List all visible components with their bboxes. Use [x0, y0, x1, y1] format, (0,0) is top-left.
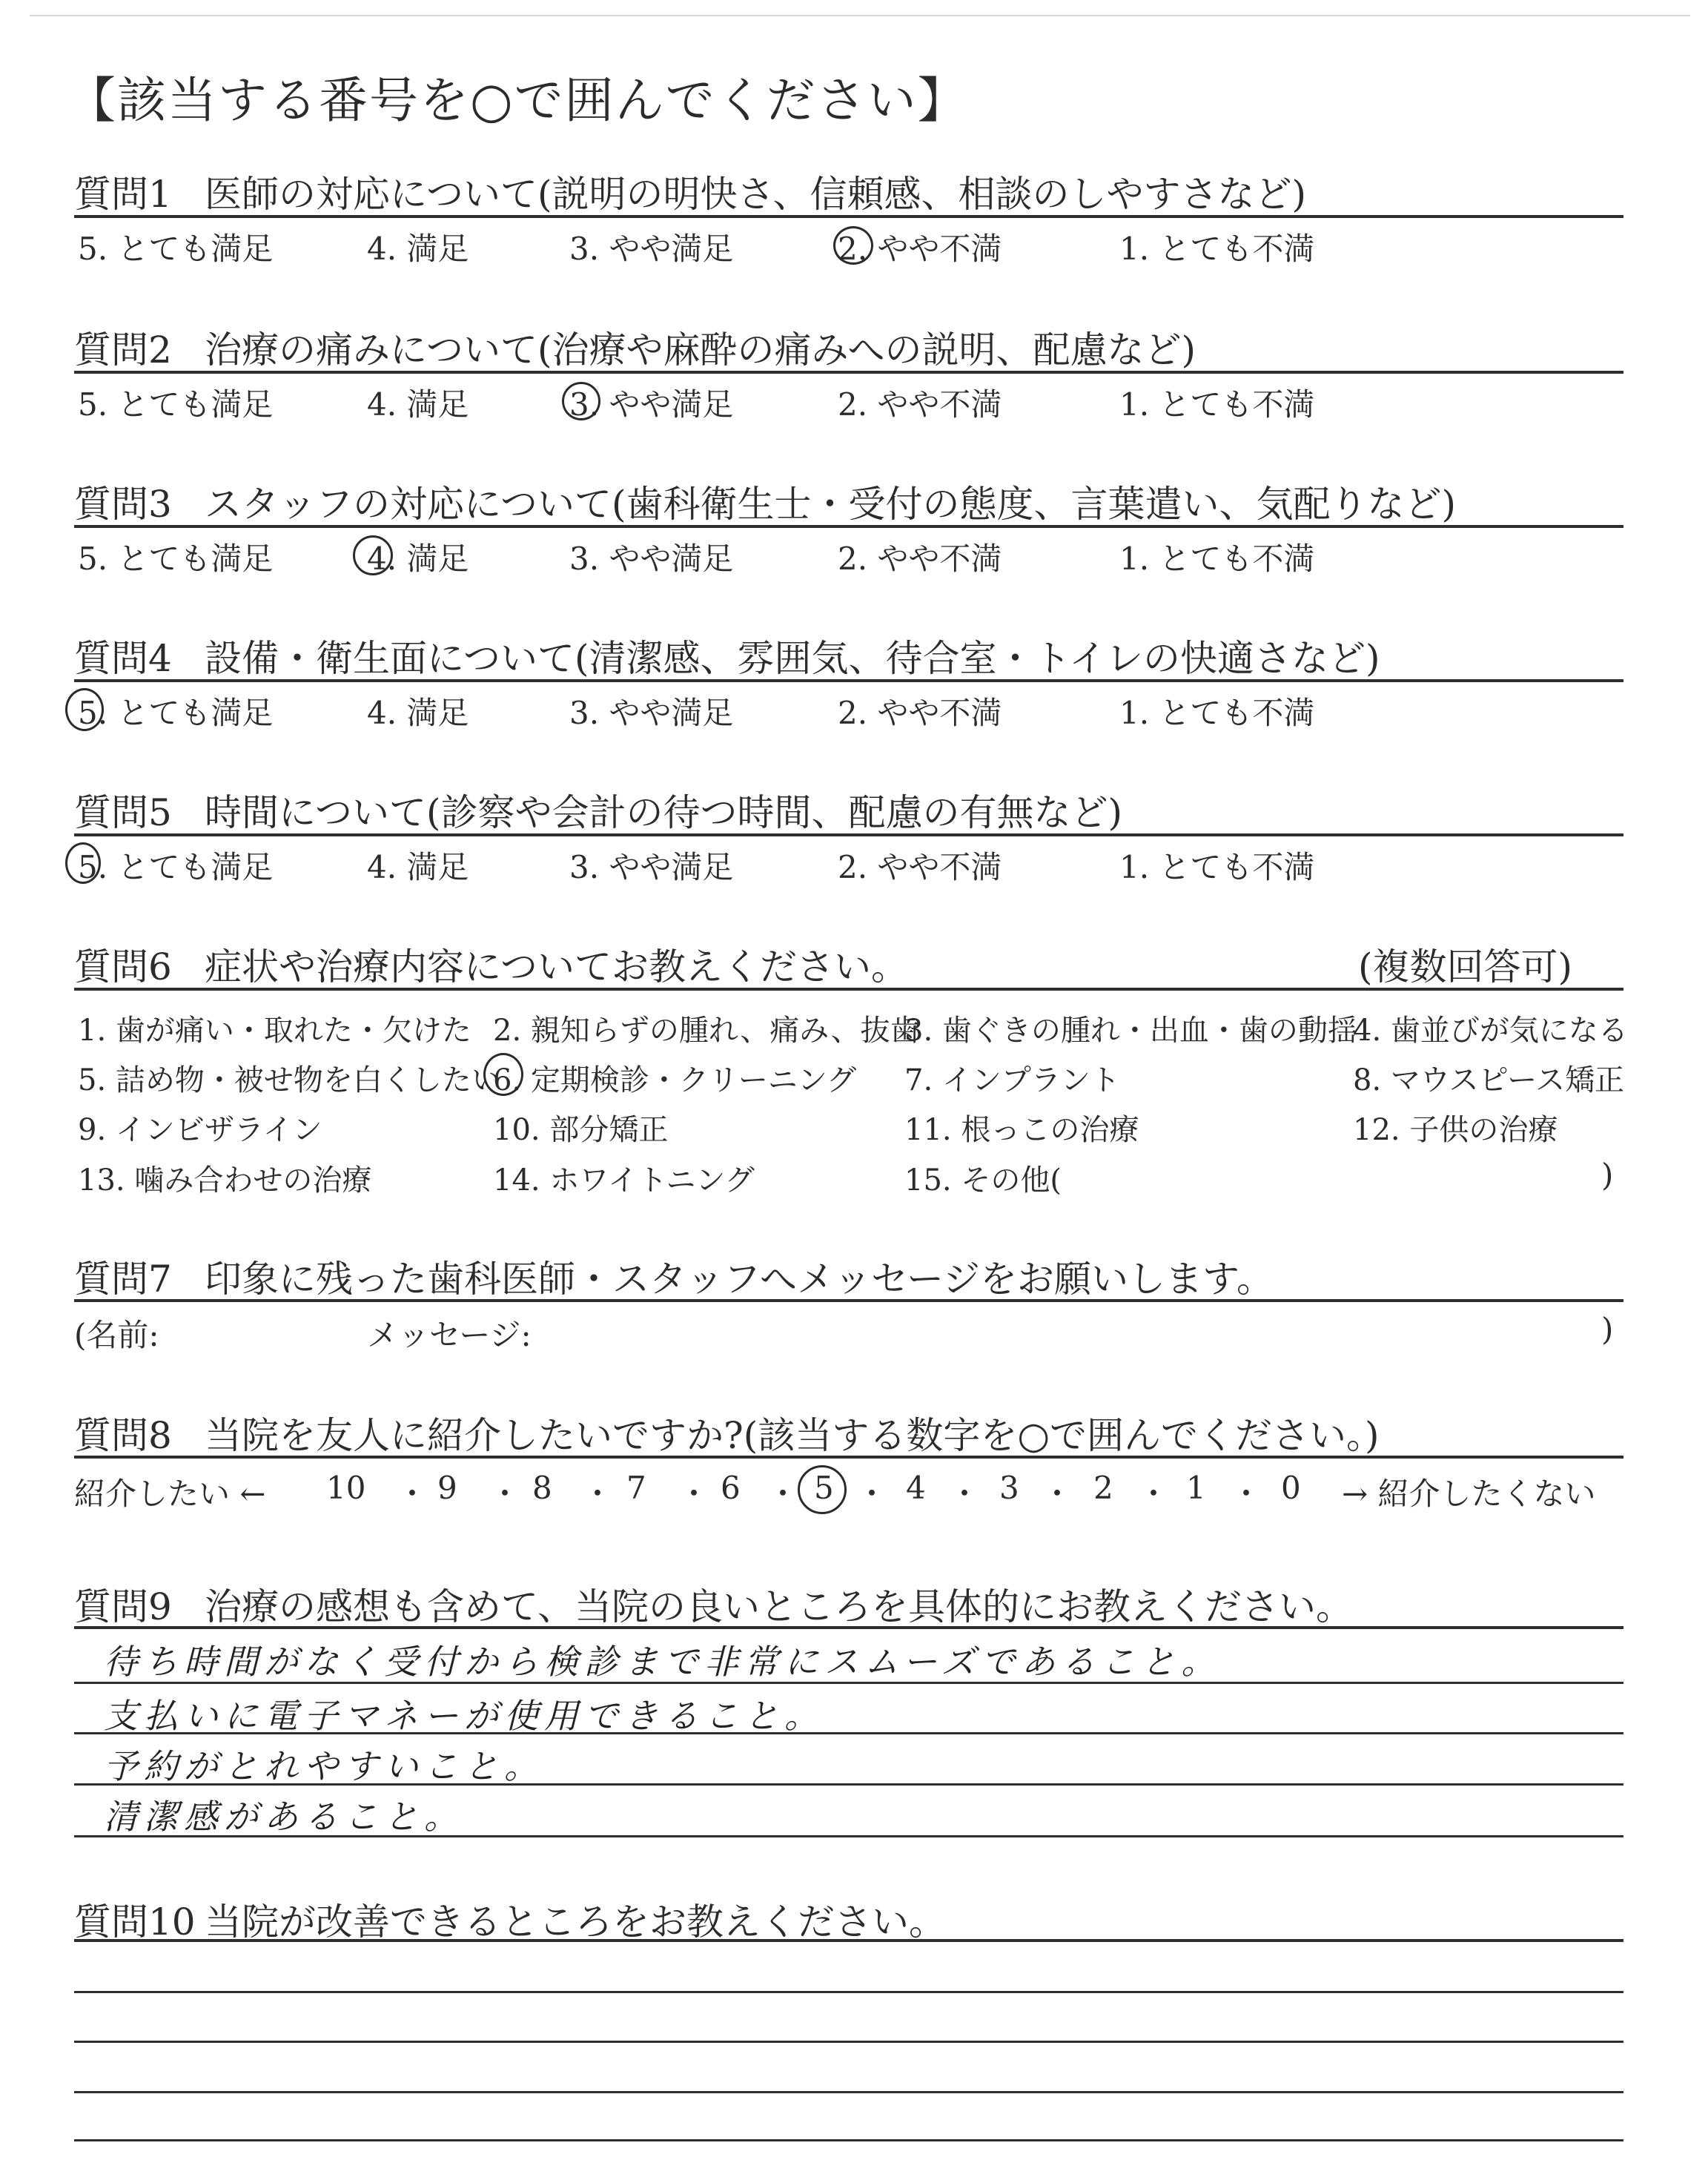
scale-6[interactable]: 6: [721, 1470, 741, 1506]
selection-circle: [65, 688, 104, 731]
q3-option-2[interactable]: 2. やや不満: [838, 541, 1002, 577]
question-9-title: [74, 1577, 1353, 1631]
question-label: 質問1: [74, 173, 172, 216]
selection-circle: [483, 1053, 523, 1096]
divider: [74, 371, 1623, 374]
scale-7[interactable]: 7: [626, 1470, 646, 1506]
q6-option-15[interactable]: 15. その他(: [904, 1163, 1062, 1198]
message-label: メッセージ:: [367, 1317, 532, 1353]
question-label: 質問6: [74, 945, 172, 988]
q6-option-11[interactable]: 11. 根っこの治療: [904, 1113, 1139, 1147]
question-text: 治療の感想も含めて、当院の良いところを具体的にお教えください。: [205, 1585, 1353, 1628]
q6-option-6[interactable]: 6. 定期検診・クリーニング: [493, 1063, 857, 1097]
q6-option-5[interactable]: 5. 詰め物・被せ物を白くしたい: [78, 1063, 501, 1097]
selection-circle: [65, 842, 101, 884]
selection-circle: [833, 226, 873, 265]
scale-2[interactable]: 2: [1093, 1470, 1113, 1506]
scale-5[interactable]: 5: [814, 1470, 834, 1506]
q2-option-3[interactable]: 3. やや満足: [569, 386, 734, 423]
question-label: 質問4: [74, 637, 172, 680]
question-text: スタッフの対応について(歯科衛生士・受付の態度、言葉遣い、気配りなど): [205, 483, 1457, 526]
q3-option-1[interactable]: 1. とても不満: [1119, 541, 1315, 577]
form-title: 【該当する番号を○で囲んでください】: [67, 72, 968, 129]
page-top-border: [30, 15, 1690, 16]
question-label: 質問3: [74, 483, 172, 526]
q1-option-4[interactable]: 4. 満足: [367, 231, 469, 267]
divider: [74, 1626, 1623, 1629]
selection-circle: [562, 382, 600, 420]
divider: [74, 988, 1623, 991]
q4-option-2[interactable]: 2. やや不満: [838, 695, 1002, 731]
answer-line: [74, 1783, 1623, 1786]
q1-option-3[interactable]: 3. やや満足: [569, 231, 734, 267]
q6-option-10[interactable]: 10. 部分矯正: [493, 1113, 669, 1147]
scale-dot: ・: [1042, 1476, 1073, 1512]
q2-option-2[interactable]: 2. やや不満: [838, 386, 1002, 423]
q6-option-14[interactable]: 14. ホワイトニング: [493, 1163, 755, 1198]
question-text: 医師の対応について(説明の明快さ、信頼感、相談のしやすさなど): [205, 173, 1307, 216]
q6-option-13[interactable]: 13. 噛み合わせの治療: [78, 1163, 372, 1198]
other-close-paren: ): [1601, 1157, 1614, 1193]
q2-option-1[interactable]: 1. とても不満: [1119, 386, 1315, 423]
answer-line: [74, 1835, 1623, 1837]
q4-option-4[interactable]: 4. 満足: [367, 695, 469, 731]
answer-line: [74, 2139, 1623, 2141]
selection-circle: [798, 1465, 847, 1514]
scale-dot: ・: [949, 1476, 981, 1512]
question-label: 質問5: [74, 791, 172, 834]
recommend-right-label: → 紹介したくない: [1342, 1476, 1596, 1512]
question-1-title: [74, 165, 1306, 218]
q6-option-7[interactable]: 7. インプラント: [904, 1063, 1120, 1097]
handwritten-answer-line-3: 予約がとれやすいこと。: [104, 1746, 544, 1786]
answer-line: [74, 2091, 1623, 2093]
q5-option-5[interactable]: 5. とても満足: [78, 849, 274, 885]
q4-option-5[interactable]: 5. とても満足: [78, 695, 274, 731]
divider: [74, 1939, 1623, 1942]
handwritten-answer-line-4: 清潔感があること。: [104, 1797, 464, 1837]
recommend-left-label: 紹介したい ←: [74, 1476, 266, 1512]
answer-line: [74, 1991, 1623, 1993]
q6-option-8[interactable]: 8. マウスピース矯正: [1353, 1063, 1625, 1097]
answer-line: [74, 2041, 1623, 2043]
question-3-title: [74, 475, 1456, 528]
scale-3[interactable]: 3: [999, 1470, 1019, 1506]
question-text: 印象に残った歯科医師・スタッフへメッセージをお願いします。: [205, 1258, 1274, 1301]
q6-option-9[interactable]: 9. インビザライン: [78, 1113, 322, 1147]
divider: [74, 215, 1623, 218]
scale-4[interactable]: 4: [906, 1470, 926, 1506]
q6-option-1[interactable]: 1. 歯が痛い・取れた・欠けた: [78, 1014, 471, 1048]
question-2-title: [74, 320, 1196, 374]
question-text: 当院が改善できるところをお教えください。: [205, 1900, 946, 1943]
scale-dot: ・: [767, 1476, 799, 1512]
q6-option-12[interactable]: 12. 子供の治療: [1353, 1113, 1558, 1147]
q1-option-2[interactable]: 2. やや不満: [838, 231, 1002, 267]
divider: [74, 1456, 1623, 1459]
q5-option-4[interactable]: 4. 満足: [367, 849, 469, 885]
scale-9[interactable]: 9: [437, 1470, 457, 1506]
divider: [74, 679, 1623, 682]
q6-option-3[interactable]: 3. 歯ぐきの腫れ・出血・歯の動揺: [904, 1014, 1357, 1048]
multiple-answers-note: (複数回答可): [1358, 945, 1573, 988]
scale-10[interactable]: 10: [326, 1470, 366, 1506]
q5-option-2[interactable]: 2. やや不満: [838, 849, 1002, 885]
handwritten-answer-line-1: 待ち時間がなく受付から検診まで非常にスムーズであること。: [104, 1642, 1222, 1682]
scale-1[interactable]: 1: [1186, 1470, 1206, 1506]
q3-option-5[interactable]: 5. とても満足: [78, 541, 274, 577]
scale-dot: ・: [678, 1476, 710, 1512]
q3-option-3[interactable]: 3. やや満足: [569, 541, 734, 577]
divider: [74, 525, 1623, 528]
question-label: 質問9: [74, 1585, 172, 1628]
question-10-title: [74, 1892, 946, 1946]
question-label: 質問7: [74, 1258, 172, 1301]
question-text: 時間について(診察や会計の待つ時間、配慮の有無など): [205, 791, 1123, 834]
q2-option-5[interactable]: 5. とても満足: [78, 386, 274, 423]
question-5-title: [74, 783, 1122, 836]
question-text: 当院を友人に紹介したいですか?(該当する数字を○で囲んでください。): [205, 1414, 1380, 1457]
q2-option-4[interactable]: 4. 満足: [367, 386, 469, 423]
question-text: 症状や治療内容についてお教えください。: [205, 945, 908, 988]
handwritten-answer-line-2: 支払いに電子マネーが使用できること。: [104, 1696, 824, 1736]
scale-dot: ・: [1138, 1476, 1170, 1512]
answer-line: [74, 1682, 1623, 1684]
q5-option-1[interactable]: 1. とても不満: [1119, 849, 1315, 885]
question-6-title: [74, 937, 908, 991]
scale-dot: ・: [856, 1476, 888, 1512]
q3-option-4[interactable]: 4. 満足: [367, 541, 469, 577]
q1-option-1[interactable]: 1. とても不満: [1119, 231, 1315, 267]
answer-line: [74, 1732, 1623, 1734]
question-text: 設備・衛生面について(清潔感、雰囲気、待合室・トイレの快適さなど): [205, 637, 1380, 680]
scale-dot: ・: [489, 1476, 521, 1512]
q1-option-5[interactable]: 5. とても満足: [78, 231, 274, 267]
scale-0[interactable]: 0: [1281, 1470, 1301, 1506]
message-close-paren: ): [1601, 1311, 1614, 1347]
scale-8[interactable]: 8: [532, 1470, 552, 1506]
scale-dot: ・: [582, 1476, 614, 1512]
scale-dot: ・: [1231, 1476, 1262, 1512]
name-label: (名前:: [74, 1317, 159, 1353]
divider: [74, 833, 1623, 836]
question-text: 治療の痛みについて(治療や麻酔の痛みへの説明、配慮など): [205, 328, 1196, 371]
question-label: 質問2: [74, 328, 172, 371]
question-4-title: [74, 629, 1380, 682]
scale-dot: ・: [397, 1476, 428, 1512]
question-7-title: [74, 1249, 1274, 1303]
q4-option-1[interactable]: 1. とても不満: [1119, 695, 1315, 731]
question-label: 質問10: [74, 1900, 196, 1943]
question-8-title: [74, 1406, 1379, 1459]
selection-circle: [353, 535, 393, 575]
q6-option-4[interactable]: 4. 歯並びが気になる: [1353, 1014, 1628, 1048]
question-label: 質問8: [74, 1414, 172, 1457]
q6-option-2[interactable]: 2. 親知らずの腫れ、痛み、抜歯: [493, 1014, 920, 1048]
divider: [74, 1299, 1623, 1302]
q4-option-3[interactable]: 3. やや満足: [569, 695, 734, 731]
q5-option-3[interactable]: 3. やや満足: [569, 849, 734, 885]
